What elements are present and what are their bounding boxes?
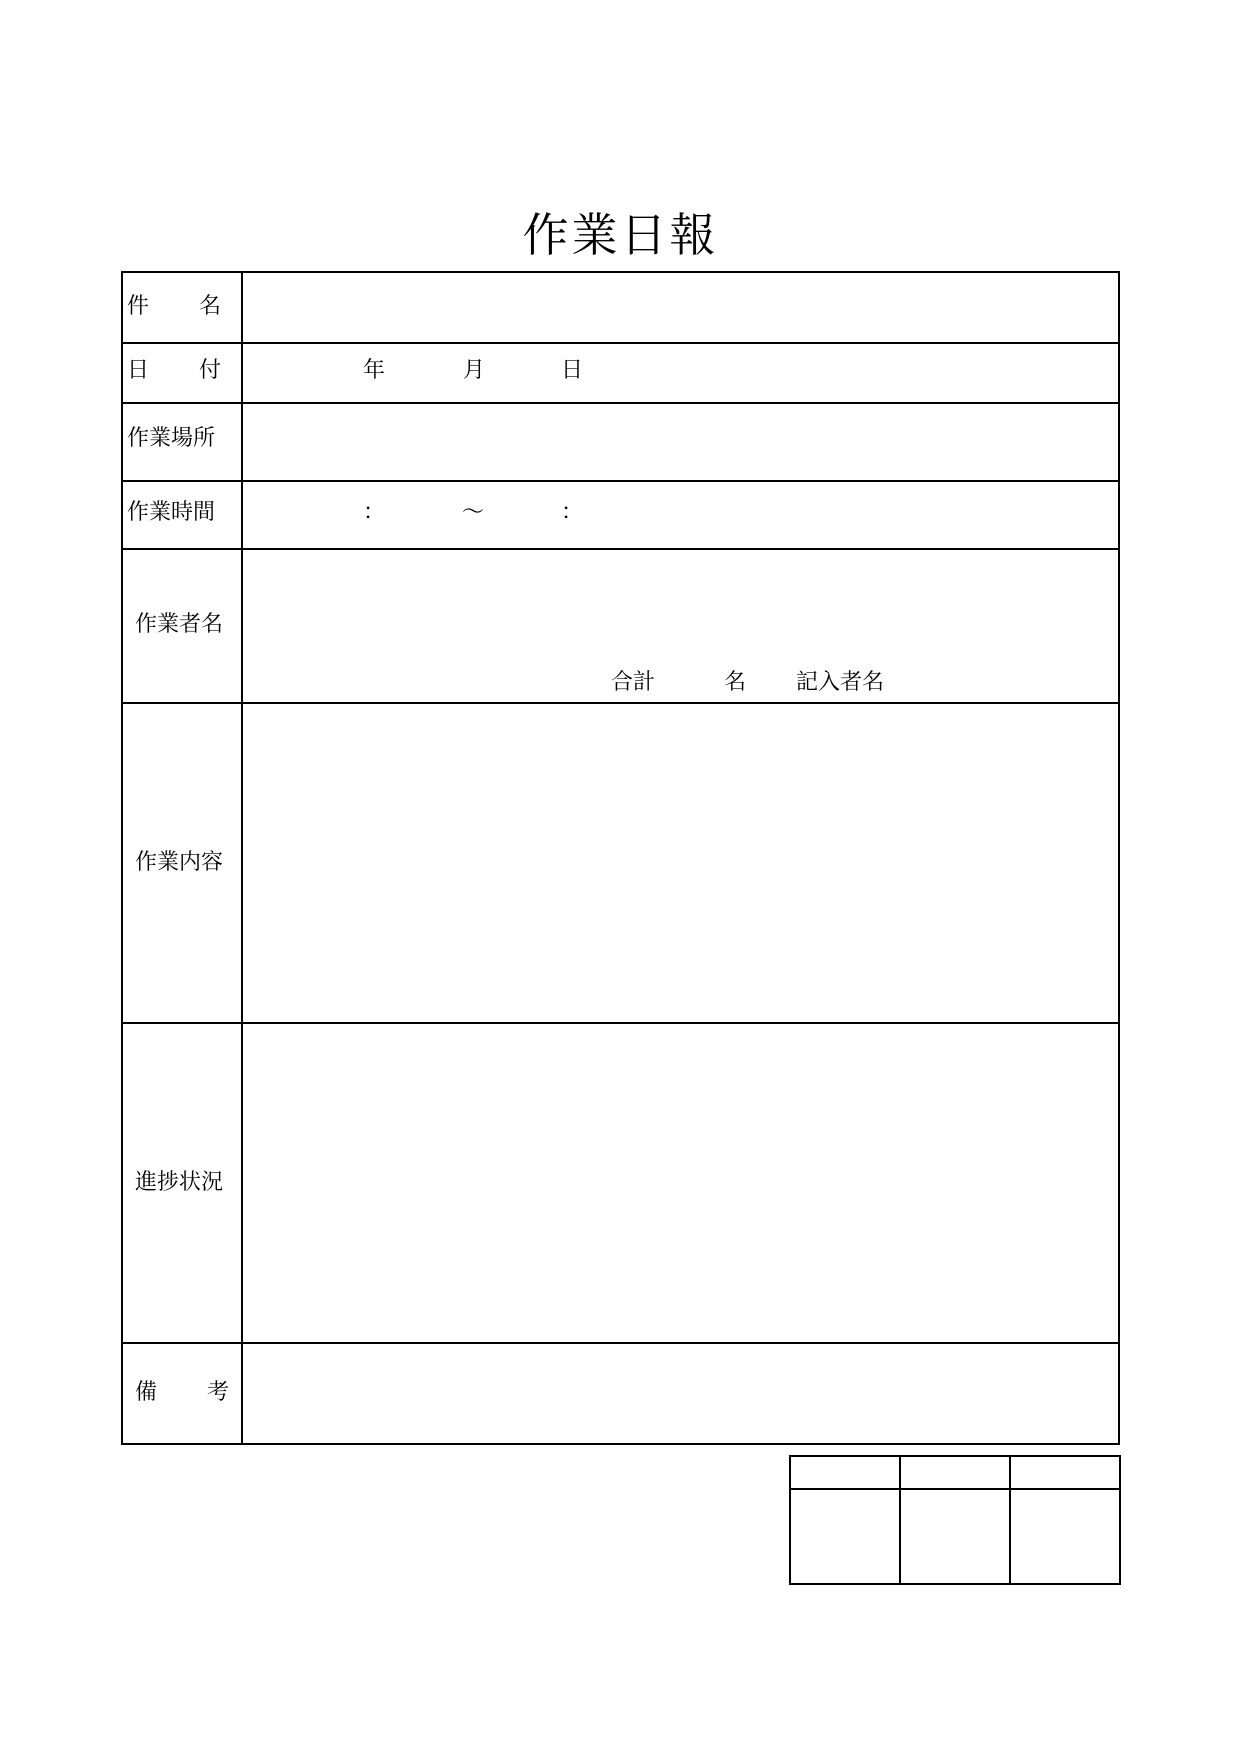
approval-column-divider <box>899 1457 901 1583</box>
place-label: 作業場所 <box>127 426 216 451</box>
report-form <box>121 271 1120 1445</box>
row-divider <box>123 480 1118 482</box>
date-label: 日 付 <box>127 358 221 383</box>
time-start-colon: ： <box>363 500 386 525</box>
time-range-tilde: ～ <box>462 500 485 525</box>
content-label: 作業内容 <box>135 850 224 875</box>
workers-count-unit: 名 <box>724 670 747 695</box>
row-divider <box>123 1022 1118 1024</box>
writer-name-label: 記入者名 <box>796 670 885 695</box>
date-month-label: 月 <box>463 358 486 383</box>
progress-label: 進捗状況 <box>135 1170 224 1195</box>
workers-label: 作業者名 <box>135 612 224 637</box>
time-label: 作業時間 <box>127 500 216 525</box>
row-divider <box>123 702 1118 704</box>
content-field[interactable] <box>253 713 1103 1011</box>
approval-stamp-box <box>789 1455 1121 1585</box>
workers-total-label: 合計 <box>611 670 656 695</box>
date-year-label: 年 <box>363 358 386 383</box>
page-title: 作業日報 <box>522 208 719 262</box>
approval-header-divider <box>791 1488 1119 1490</box>
date-day-label: 日 <box>561 358 584 383</box>
remarks-field[interactable] <box>253 1353 1103 1433</box>
subject-field[interactable] <box>253 281 1103 333</box>
subject-label: 件 名 <box>127 294 221 319</box>
approval-column-divider <box>1009 1457 1011 1583</box>
row-divider <box>123 548 1118 550</box>
row-divider <box>123 1342 1118 1344</box>
row-divider <box>123 342 1118 344</box>
place-field[interactable] <box>253 413 1103 469</box>
remarks-label: 備 考 <box>135 1380 229 1405</box>
time-end-colon: ： <box>561 500 584 525</box>
label-column-divider <box>241 273 243 1443</box>
progress-field[interactable] <box>253 1033 1103 1331</box>
row-divider <box>123 402 1118 404</box>
